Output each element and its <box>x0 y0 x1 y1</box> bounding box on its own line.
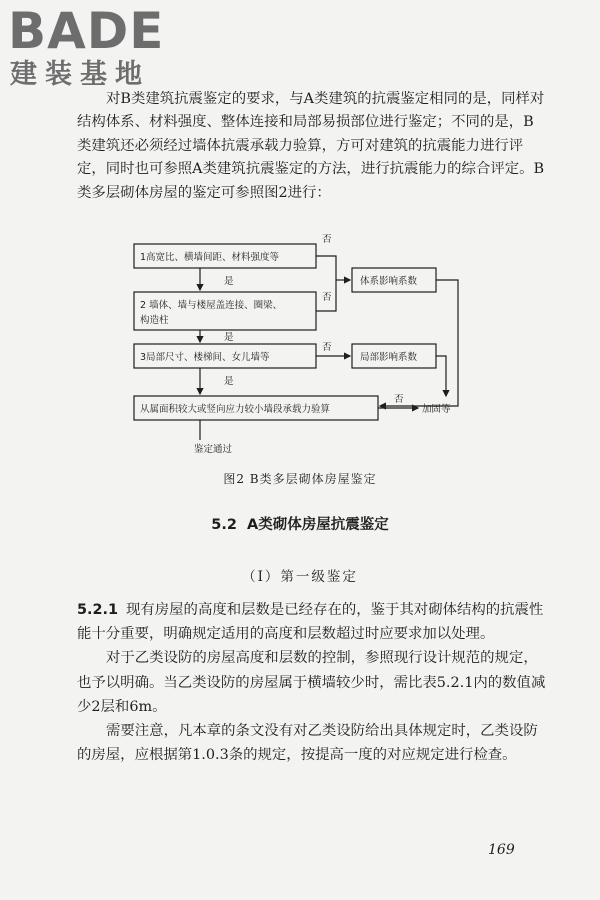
intro-paragraph: 对B类建筑抗震鉴定的要求，与A类建筑的抗震鉴定相同的是，同样对结构体系、材料强度、整体连接和局部易损部位进行鉴定；不同的是，B类建筑还必须经过墙体抗震承载力验算，方可对建筑的抗震能力进行评定，同时也可参照A类建筑抗震鉴定的方法，进行抗震能力的综合评定。B类多层砌体房屋的鉴定可参照图2进行： <box>77 91 545 201</box>
figure-caption: 图2 B类多层砌体房屋鉴定 <box>223 472 377 486</box>
section-title: A类砌体房屋抗震鉴定 <box>246 517 389 533</box>
flow-step3-text: 3局部尺寸、楼梯间、女儿墙等 <box>140 352 270 363</box>
section-number: 5.2 <box>211 517 237 533</box>
paragraph-3: 需要注意，凡本章的条文没有对乙类设防给出具体规定时，乙类设防的房屋，应根据第1.0.3条的规定，按提高一度的对应规定进行检查。 <box>77 723 538 764</box>
subsection-heading: （Ⅰ）第一级鉴定 <box>242 569 358 585</box>
flow-no-label-4: 否 <box>394 394 404 405</box>
flow-no-connector-1 <box>316 256 336 280</box>
flow-no-label-2: 否 <box>322 292 332 303</box>
flow-step2-text-line1: 2 墙体、墙与楼屋盖连接、圈梁、 <box>140 300 283 311</box>
flow-step1-text: 1高宽比、横墙间距、材料强度等 <box>140 252 280 263</box>
clause-paragraph <box>77 598 547 646</box>
logo-wordmark: BADE <box>8 2 165 60</box>
clause-text: 现有房屋的高度和层数是已经存在的，鉴于其对砌体结构的抗震性能十分重要，明确规定适用的高度和层数超过时应要求加以处理。 <box>77 602 544 643</box>
flow-yes-label-1: 是 <box>224 276 234 287</box>
paragraph-2: 对于乙类设防的房屋高度和层数的控制，参照现行设计规范的规定，也予以明确。当乙类设防的房屋属于横墙较少时，需比表5.2.1内的数值减少2层和6m。 <box>77 650 546 715</box>
clause-number: 5.2.1 <box>77 602 118 618</box>
flow-step2-text-line2: 构造柱 <box>140 315 169 326</box>
flow-pass-text: 鉴定通过 <box>194 444 233 455</box>
flow-strengthen-text: 加固等 <box>422 404 451 415</box>
flow-no-label-3: 否 <box>322 342 332 353</box>
page-number: 169 <box>488 842 515 858</box>
section-heading <box>0 513 600 534</box>
flow-yes-label-2: 是 <box>224 332 234 343</box>
flow-no-label-1: 否 <box>322 234 332 245</box>
flow-system-factor-text: 体系影响系数 <box>360 276 418 287</box>
flow-local-feedback <box>436 356 446 396</box>
flow-local-factor-text: 局部影响系数 <box>360 352 418 363</box>
body-text <box>77 598 547 767</box>
flow-step4-text: 从属面积较大或竖向应力较小墙段承载力验算 <box>140 404 331 415</box>
logo-subtitle: 建装基地 <box>10 59 150 90</box>
flow-yes-label-3: 是 <box>224 376 234 387</box>
